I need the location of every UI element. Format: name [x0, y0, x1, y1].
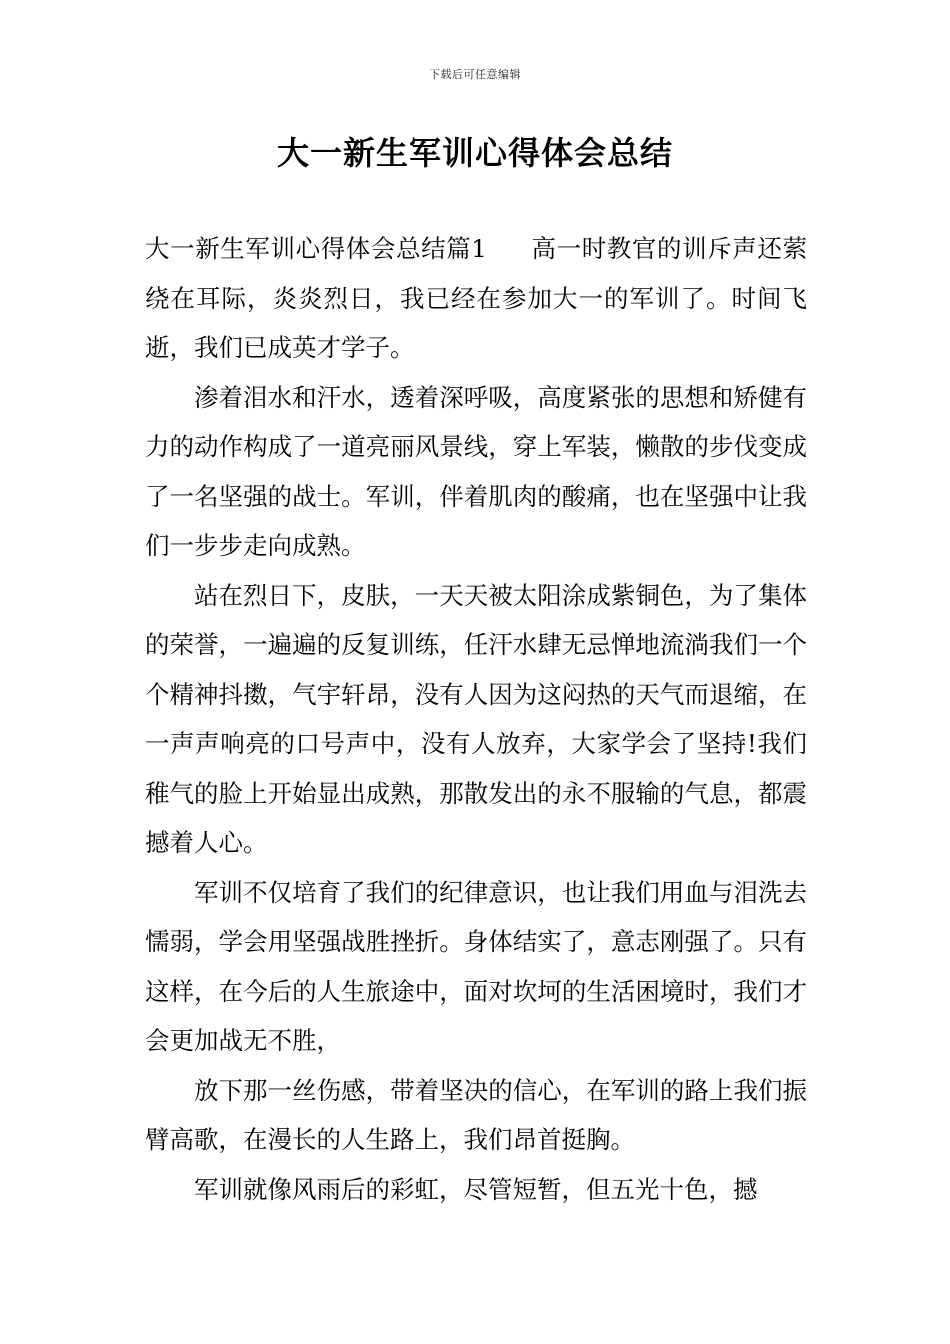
header-note: 下载后可任意编辑 — [429, 68, 521, 81]
document-body — [145, 224, 807, 1214]
paragraph-3: 站在烈日下，皮肤，一天天被太阳涂成紫铜色，为了集体的荣誉，一遍遍的反复训练，任汗水肆无忌惮地流淌我们一个个精神抖擞，气宇轩昂，没有人因为这闷热的天气而退缩，在一声声响亮的口号声中，没有人放弃，大家学会了坚持!我们稚气的脸上开始显出成熟，那散发出的永不服输的气息，都震撼着人心。 — [145, 580, 807, 857]
paragraph-4: 军训不仅培育了我们的纪律意识，也让我们用血与泪洗去懦弱，学会用坚强战胜挫折。身体结实了，意志刚强了。只有这样，在今后的人生旅途中，面对坎坷的生活困境时，我们才会更加战无不胜， — [145, 877, 807, 1055]
document-title: 大一新生军训心得体会总结 — [276, 134, 673, 172]
paragraph-1-text: 高一时教官的训斥声还萦绕在耳际，炎炎烈日，我已经在参加大一的军训了。时间飞逝，我们已成英才学子。 — [145, 234, 807, 362]
paragraph-1 — [145, 224, 807, 373]
section-heading: 大一新生军训心得体会总结篇1 — [145, 234, 487, 263]
paragraph-2: 渗着泪水和汗水，透着深呼吸，高度紧张的思想和矫健有力的动作构成了一道亮丽风景线，穿上军装，懒散的步伐变成了一名坚强的战士。军训，伴着肌肉的酸痛，也在坚强中让我们一步步走向成熟。 — [145, 382, 807, 560]
paragraph-5: 放下那一丝伤感，带着坚决的信心，在军训的路上我们振臂高歌，在漫长的人生路上，我们昂首挺胸。 — [145, 1075, 807, 1154]
paragraph-6: 军训就像风雨后的彩虹，尽管短暂，但五光十色，撼 — [194, 1174, 758, 1204]
